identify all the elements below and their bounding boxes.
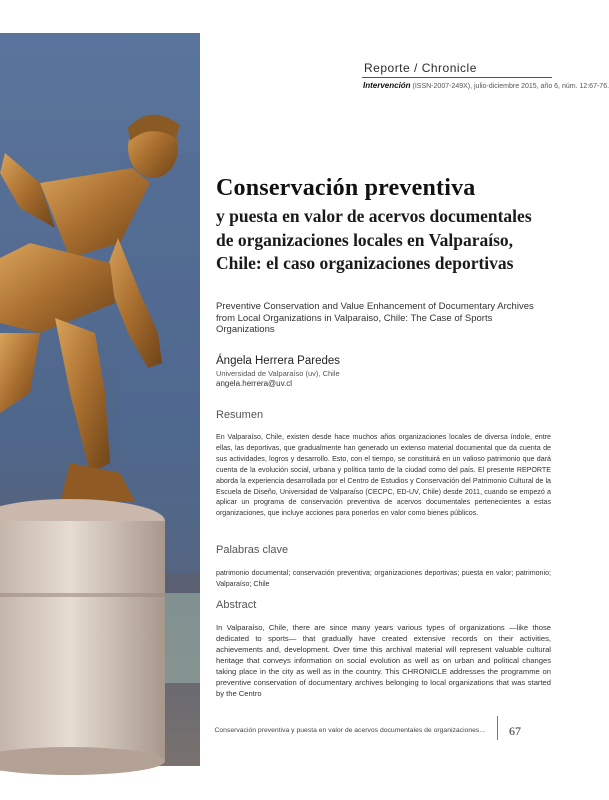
- trophy-figurine-icon: [0, 33, 200, 766]
- header-divider: [362, 77, 552, 78]
- resumen-text: En Valparaíso, Chile, existen desde hace muchos años organizaciones locales de diversa índole, entre ellas, las deportivas, que gradualmente han generado un extenso material documental que da cuenta de sus actividades, logros y desarrollo. Esto, con el tiempo, se constituirá en un valioso patrimonio que dará cuenta de la evolución social, urbana y política tanto de la ciudad como del país. El presente REPORTE aborda la experiencia desarrollada por el Centro de Estudios y Conservación del Patrimonio Cultural de la Escuela de Diseño, Universidad de Valparaíso (CECPC, ED-UV, Chile) desde 2011, cuando se empezó a aplicar un programa de conservación preventiva de acervos documentales pertenecientes a estas organizaciones, que incluye acciones para ponerlos en valor como bienes públicos.: [216, 433, 551, 518]
- footer-divider: [497, 716, 498, 740]
- abstract-text: In Valparaíso, Chile, there are since many years various types of organizations —like those dedicated to sports— that gradually have created extensive records on their activities, achievements and, development. Over time this archival material will represent valuable cultural heritage that conveys information on social evolution as well as on urban and political changes taking place in the city as well as in the country. This CHRONICLE addresses the programme on preventive conservation of documentary archives belonging to local organizations that was started by the Centro: [216, 623, 551, 698]
- section-header: Reporte / Chronicle: [364, 61, 477, 75]
- keywords-text: patrimonio documental; conservación preventiva; organizaciones deportivas; puesta en valor; patrimonio; Valparaíso; Chile: [216, 569, 551, 588]
- abstract-heading: Abstract: [216, 599, 257, 611]
- article-title-english: Preventive Conservation and Value Enhancement of Documentary Archives from Local Organizations in Valparaiso, Chile: The Case of Sports Organizations: [216, 301, 534, 335]
- journal-name: Intervención: [363, 81, 411, 90]
- resumen-heading: Resumen: [216, 409, 264, 421]
- running-title: Conservación preventiva y puesta en valor de acervos documentales de organizaciones...: [214, 727, 485, 734]
- author-name: Ángela Herrera Paredes: [216, 355, 341, 367]
- author-affiliation: Universidad de Valparaíso (uv), Chile: [216, 369, 340, 378]
- author-email[interactable]: angela.herrera@uv.cl: [216, 379, 293, 388]
- article-subtitle: y puesta en valor de acervos documentales de organizaciones locales en Valparaíso, Chile: el caso organizaciones deportivas: [216, 206, 532, 273]
- journal-citation: [363, 81, 609, 90]
- article-title: Conservación preventiva: [216, 175, 476, 201]
- trophy-photo: [0, 33, 200, 766]
- page-number: 67: [509, 724, 521, 738]
- keywords-heading: Palabras clave: [216, 544, 289, 556]
- journal-details: (ISSN-2007-249X), julio-diciembre 2015, año 6, núm. 12:67-76.: [412, 83, 609, 90]
